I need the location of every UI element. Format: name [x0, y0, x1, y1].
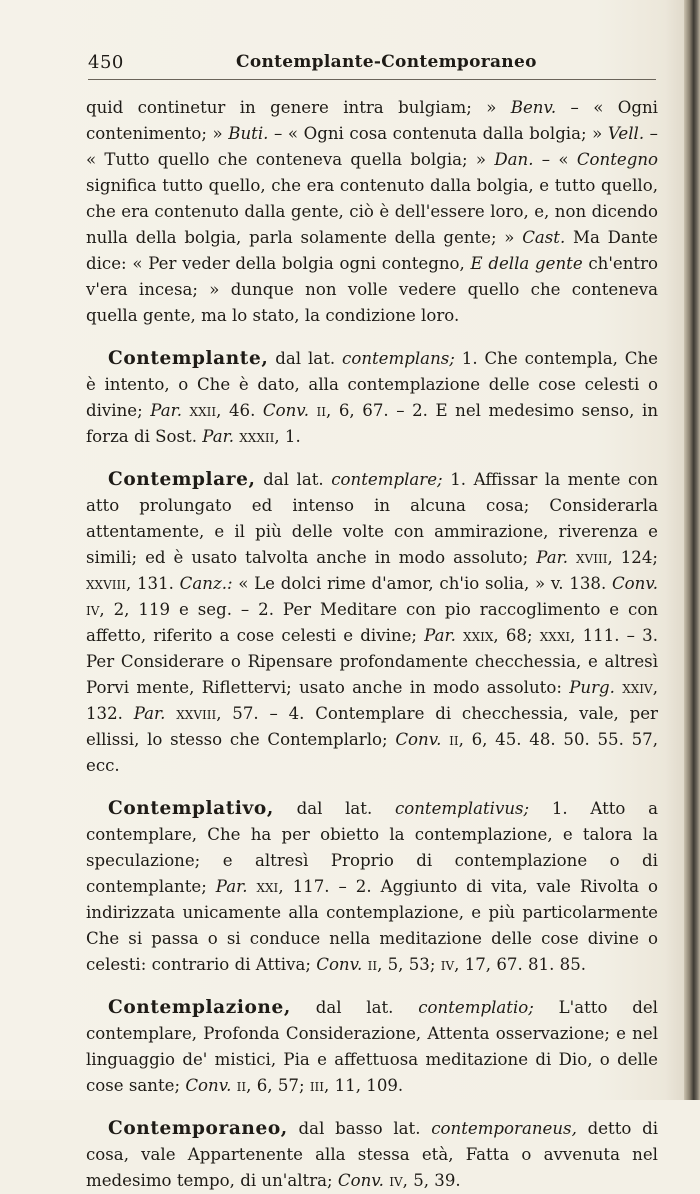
text-run: L'atto del contemplare, Profonda Considerazione, Attenta osservazione; e nel linguaggio de' mistici, Pia e affettuosa meditazione di Dio, o delle cose sante;: [86, 998, 658, 1095]
roman-numeral: iv: [86, 600, 100, 619]
source-abbrev: Benv.: [510, 98, 557, 117]
source-abbrev: Purg.: [569, 678, 615, 697]
text-run: dal lat.: [268, 349, 343, 368]
source-abbrev: Canz.:: [179, 574, 233, 593]
headword: Contemporaneo,: [108, 1118, 288, 1139]
source-abbrev: Par.: [202, 427, 234, 446]
text-run: 1. Affissar la mente con atto prolungato ed intenso in alcuna cosa; Considerarla attentamente, e il più delle volte con ammirazione, riverenza e simili; ed è usato talvolta anche in modo assoluto;: [86, 470, 658, 567]
text-run: , 111. – 3. Per Considerare o Ripensare profondamente checchessia, e altresì Porvi mente, Riflettervi; usato anche in modo assoluto:: [86, 626, 658, 697]
text-run: , 68;: [493, 626, 540, 645]
text-run: , 5, 39.: [402, 1171, 461, 1190]
source-abbrev: Par.: [215, 877, 248, 896]
text-run: Ma Dante dice: « Per veder della bolgia ogni contegno,: [86, 228, 658, 273]
roman-numeral: xxxi: [539, 626, 571, 645]
text-run: – «: [533, 150, 577, 169]
roman-numeral: xxxii: [233, 427, 275, 446]
source-abbrev: Conv.: [262, 401, 309, 420]
text-run: , 131.: [125, 574, 180, 593]
roman-numeral: ii: [362, 955, 378, 974]
roman-numeral: iv: [383, 1171, 403, 1190]
etymon: contemplans;: [342, 349, 455, 368]
text-run: ch'entro v'era incesa; » dunque non volle vedere quello che conteneva quella gente, ma lo stato, la condizione loro.: [86, 254, 659, 325]
roman-numeral: ii: [441, 730, 459, 749]
roman-numeral: xxviii: [86, 574, 126, 593]
text-run: , 124;: [607, 548, 658, 567]
page-header: [88, 48, 656, 80]
roman-numeral: ii: [231, 1076, 247, 1095]
source-abbrev: Vell.: [607, 124, 645, 143]
source-abbrev: Buti.: [228, 124, 269, 143]
text-run: , 2, 119 e seg. – 2. Per Meditare con pio raccoglimento e con affetto, riferito a cose celesti e divine;: [86, 600, 658, 645]
dictionary-text: [86, 95, 658, 1194]
text-run: , 6, 57;: [246, 1076, 310, 1095]
text-run: 1. Che contempla, Che è intento, o Che è dato, alla contemplazione delle cose celesti o divine;: [86, 349, 658, 420]
entry-contemplazione: [86, 995, 658, 1099]
roman-numeral: xviii: [567, 548, 608, 567]
text-run: , 46.: [216, 401, 263, 420]
running-head: Contemplante-Contemporaneo: [236, 52, 537, 72]
text-run: , 17, 67. 81. 85.: [454, 955, 587, 974]
source-abbrev: Conv.: [337, 1171, 384, 1190]
roman-numeral: xxviii: [165, 704, 217, 723]
text-run: – « Ogni cosa contenuta dalla bolgia; »: [268, 124, 608, 143]
text-run: – « Tutto quello che conteneva quella bolgia; »: [86, 124, 658, 169]
etymon: contemplativus;: [394, 799, 530, 818]
source-abbrev: Cast.: [522, 228, 566, 247]
source-abbrev: Par.: [133, 704, 166, 723]
text-run: , 57. – 4. Contemplare di checchessia, vale, per ellissi, lo stesso che Contemplarlo;: [86, 704, 658, 749]
source-abbrev: Conv.: [395, 730, 442, 749]
text-run: dal lat.: [273, 799, 395, 818]
roman-numeral: iii: [309, 1076, 325, 1095]
text-run: dal lat.: [290, 998, 419, 1017]
text-run: « Le dolci rime d'amor, ch'io solia, » v. 138.: [232, 574, 612, 593]
roman-numeral: xxix: [455, 626, 494, 645]
header-rule: [88, 79, 656, 80]
text-run: , 5, 53;: [377, 955, 441, 974]
text-run: , 132.: [86, 678, 658, 723]
roman-numeral: xxi: [247, 877, 279, 896]
source-abbrev: Par.: [150, 401, 182, 420]
text-run: , 11, 109.: [324, 1076, 404, 1095]
roman-numeral: xxiv: [614, 678, 653, 697]
source-abbrev: Dan.: [494, 150, 534, 169]
source-abbrev: Conv.: [611, 574, 659, 593]
italic-term: Contegno: [576, 150, 658, 169]
headword: Contemplativo,: [108, 798, 274, 819]
text-run: detto di cosa, vale Appartenente alla stessa età, Fatta o avvenuta nel medesimo tempo, di un'altra;: [86, 1119, 659, 1190]
text-run: , 6, 67. – 2. E nel medesimo senso, in forza di Sost.: [86, 401, 659, 446]
roman-numeral: ii: [308, 401, 327, 420]
text-run: – « Ogni contenimento; »: [86, 98, 658, 143]
text-run: 1. Atto a contemplare, Che ha per obietto la contemplazione, e talora la speculazione; e altresì Proprio di contemplazione o di contemplante;: [86, 799, 658, 896]
headword: Contemplazione,: [108, 997, 291, 1018]
text-run: significa tutto quello, che era contenuto dalla bolgia, e tutto quello, che era contenuto dalla gente, ciò è dell'essere loro, e, non dicendo nulla della bolgia, parla solamente della gente; »: [86, 176, 658, 247]
source-abbrev: Conv.: [185, 1076, 232, 1095]
etymon: contemplare;: [331, 470, 443, 489]
entry-contemporaneo: [86, 1116, 658, 1194]
roman-numeral: iv: [440, 955, 455, 974]
headword: Contemplante,: [108, 348, 269, 369]
italic-quote: E della gente: [470, 254, 583, 273]
source-abbrev: Conv.: [316, 955, 363, 974]
text-run: , 1.: [274, 427, 301, 446]
page-number: 450: [88, 52, 124, 73]
etymon: contemporaneus,: [431, 1119, 577, 1138]
text-run: dal basso lat.: [287, 1119, 432, 1138]
source-abbrev: Par.: [424, 626, 456, 645]
entry-contemplativo: [86, 796, 658, 978]
entry-contemplante: [86, 346, 658, 450]
text-run: , 117. – 2. Aggiunto di vita, vale Rivolta o indirizzata unicamente alla contemplazione, e più particolarmente Che si passa o si conduce nella meditazione delle cose divine o celesti: contrario di Attiva;: [86, 877, 658, 974]
page-edge-shadow: [684, 0, 700, 1100]
etymon: contemplatio;: [418, 998, 534, 1017]
continuation-paragraph: [86, 95, 658, 329]
entry-contemplare: [86, 467, 658, 779]
source-abbrev: Par.: [536, 548, 568, 567]
roman-numeral: xxii: [181, 401, 217, 420]
text-run: , 6, 45. 48. 50. 55. 57, ecc.: [86, 730, 658, 775]
text-run: quid continetur in genere intra bulgiam; »: [86, 98, 511, 117]
text-run: dal lat.: [255, 470, 332, 489]
headword: Contemplare,: [108, 469, 256, 490]
